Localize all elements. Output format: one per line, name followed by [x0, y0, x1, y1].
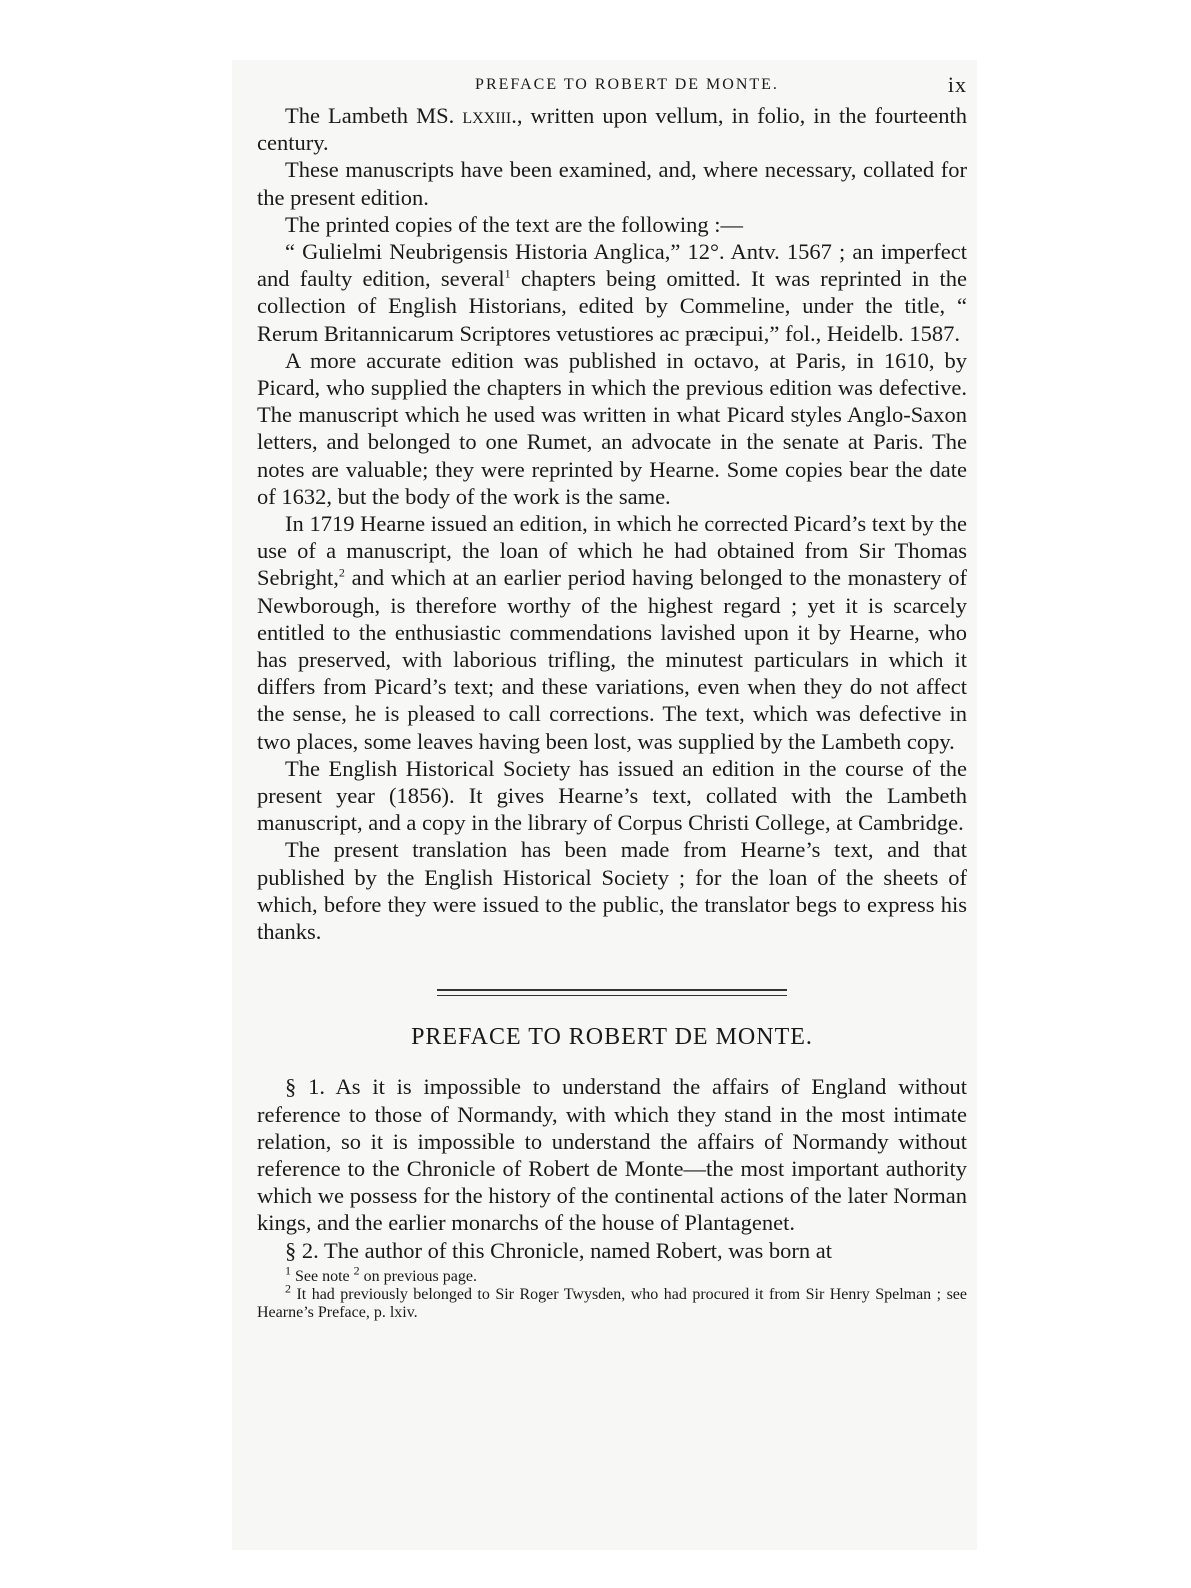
running-title: PREFACE TO ROBERT DE MONTE. [475, 76, 779, 93]
section-paragraph-2: § 2. The author of this Chronicle, named Robert, was born at [285, 1237, 832, 1263]
footnote-mark: 1 [285, 1263, 291, 1278]
paragraph-hearne-edition [257, 510, 967, 755]
footnote-1 [257, 1263, 967, 1286]
footnote-text: See note [291, 1267, 354, 1285]
paragraph-gulielmi-edition [257, 238, 967, 347]
paragraph-text: The Lambeth MS. [285, 103, 463, 128]
document-content [257, 72, 967, 1322]
paragraph-printed-copies: The printed copies of the text are the following :— [285, 211, 743, 237]
paragraph-english-historical-society: The English Historical Society has issued an edition in the course of the present year (1856). It gives Hearne’s text, collated with the Lambeth manuscript, and a copy in the library of Corpus Christi College, at Cambridge. [257, 755, 967, 836]
paragraph-picard-edition: A more accurate edition was published in octavo, at Paris, in 1610, by Picard, who supplied the chapters in which the previous edition was defective. The manuscript which he used was written in what Picard styles Anglo-Saxon letters, and belonged to one Rumet, an advocate in the senate at Paris. The notes are valuable; they were reprinted by Hearne. Some copies bear the date of 1632, but the body of the work is the same. [257, 347, 967, 509]
divider-rule [437, 995, 787, 996]
smallcaps-numeral: lxxiii. [462, 103, 517, 128]
footnote-text: It had previously belonged to Sir Roger Twysden, who had procured it from Sir Henry Spelman ; see Hearne’s Preface, p. lxiv. [257, 1285, 967, 1321]
footnotes [257, 1263, 967, 1322]
paragraph-lambeth-ms [257, 102, 967, 156]
page-number: ix [947, 72, 967, 97]
section-paragraph-1: § 1. As it is impossible to understand the affairs of England without reference to those of Normandy, with which they stand in the most intimate relation, so it is impossible to understand the affairs of Normandy without reference to the Chronicle of Robert de Monte—the most important authority which we possess for the history of the continental actions of the later Norman kings, and the earlier monarchs of the house of Plantagenet. [257, 1074, 967, 1236]
paragraph-text: In 1719 Hearne issued an edition, in which he corrected Picard’s text by the use of a manuscript, the loan of which he had obtained from Sir Thomas Sebright, [257, 511, 967, 591]
section-divider [437, 989, 787, 996]
footnote-mark: 2 [285, 1281, 291, 1296]
footnote-text: on previous page. [359, 1267, 477, 1285]
paragraph-text: and which at an earlier period having belonged to the monastery of Newborough, is therefore worthy of the highest regard ; yet it is scarcely entitled to the enthusiastic commendations lavished upon it by Hearne, who has preserved, with laborious trifling, the minutest particulars in which it differs from Picard’s text; and these variations, even when they do not affect the sense, he is pleased to call corrections. The text, which was defective in two places, some leaves having been lost, was supplied by the Lambeth copy. [257, 565, 967, 754]
paragraph-text: “ Gulielmi Neubrigensis Historia Anglica,” 12°. Antv. 1567 ; an imperfect and faulty edition, several [257, 239, 967, 292]
section-title: PREFACE TO ROBERT DE MONTE. [411, 1024, 813, 1051]
paragraph-text: chapters being omitted. It was reprinted in the collection of English Historians, edited by Commeline, under the title, “ Rerum Britannicarum Scriptores vetustiores ac præcipui,” fol., Heidelb. 1587. [257, 266, 968, 346]
paragraph-present-translation: The present translation has been made from Hearne’s text, and that published by the English Historical Society ; for the loan of the sheets of which, before they were issued to the public, the translator begs to express his thanks. [257, 837, 967, 945]
footnote-reference: 1 [504, 266, 511, 281]
footnote-2 [257, 1281, 967, 1322]
divider-rule [437, 989, 787, 991]
running-header [257, 72, 967, 102]
paragraph-manuscripts-examined: These manuscripts have been examined, and, where necessary, collated for the present edition. [257, 157, 967, 210]
footnote-reference: 2 [353, 1263, 360, 1278]
paragraph-text: , written upon vellum, in folio, in the fourteenth century. [257, 103, 967, 156]
footnote-reference: 2 [338, 565, 345, 580]
